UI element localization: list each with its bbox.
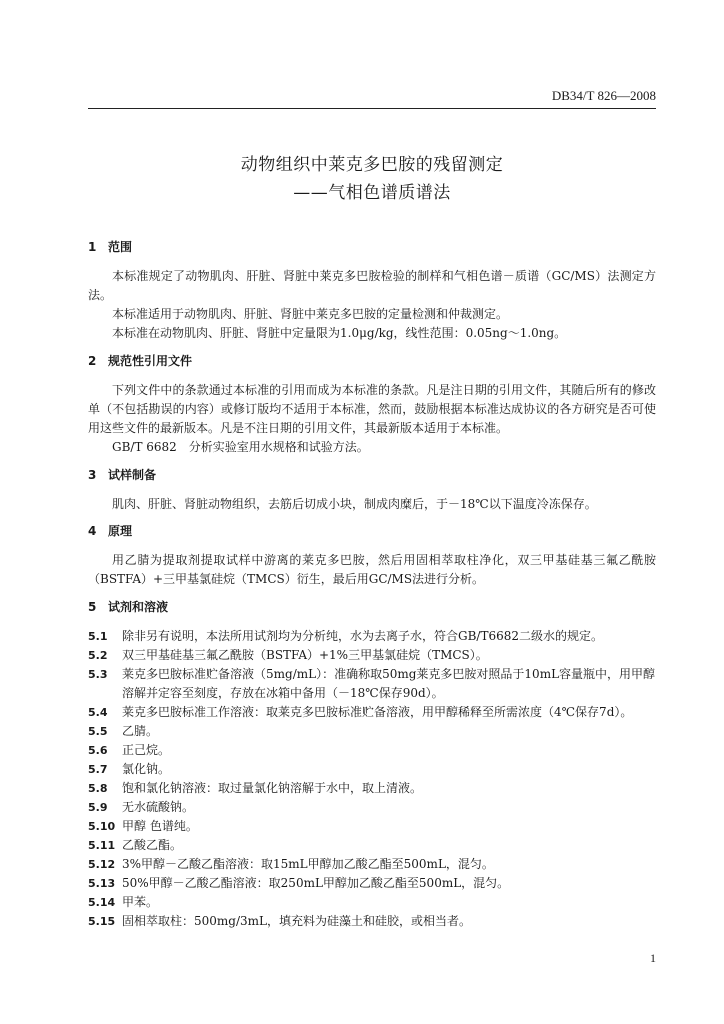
reagent-item: [88, 893, 656, 912]
reagent-item: [88, 817, 656, 836]
reagent-item-number: 5.3: [88, 668, 108, 681]
reagent-item-number: 5.12: [88, 858, 116, 871]
header-rule: [88, 108, 656, 109]
reagent-item: [88, 722, 656, 741]
reagent-item-text: 乙腈。: [122, 724, 159, 738]
paragraph: 本标准在动物肌肉、肝脏、肾脏中定量限为1.0μg/kg，线性范围：0.05ng～1.0ng。: [112, 326, 567, 340]
section-heading: 4 原理: [88, 524, 133, 538]
reagent-item-number: 5.6: [88, 744, 108, 757]
paragraph: 本标准适用于动物肌肉、肝脏、肾脏中莱克多巴胺的定量检测和仲裁测定。: [112, 307, 509, 321]
reagent-item-number: 5.1: [88, 630, 108, 643]
reagent-item-text: 氯化钠。: [122, 762, 171, 776]
reagent-item-number: 5.13: [88, 877, 116, 890]
reagent-item-number: 5.11: [88, 839, 116, 852]
section-heading: 1 范围: [88, 240, 133, 254]
reagent-item: [88, 760, 656, 779]
paragraph: 下列文件中的条款通过本标准的引用而成为本标准的条款。凡是注日期的引用文件，其随后所有的修改单（不包括勘误的内容）或修订版均不适用于本标准，然而，鼓励根据本标准达成协议的各方研究是否可使用这些文件的最新版本。凡是不注日期的引用文件，其最新版本适用于本标准。: [88, 383, 656, 435]
reagent-item-number: 5.4: [88, 706, 108, 719]
reagent-item: [88, 798, 656, 817]
reagent-item: [88, 855, 656, 874]
reagent-item-text: 除非另有说明，本法所用试剂均为分析纯，水为去离子水，符合GB/T6682二级水的规定。: [122, 629, 603, 643]
reagent-item: [88, 627, 656, 646]
reagent-item: [88, 874, 656, 893]
reagent-item: [88, 665, 656, 703]
reagent-item-text: 无水硫酸钠。: [122, 800, 195, 814]
reagent-item-text: 甲苯。: [122, 895, 159, 909]
reagent-item-text: 乙酸乙酯。: [122, 838, 183, 852]
reagent-item-number: 5.10: [88, 820, 116, 833]
section-reagents: [88, 598, 656, 931]
reagent-item: [88, 779, 656, 798]
reagent-item-number: 5.2: [88, 649, 108, 662]
page-number: 1: [650, 951, 656, 965]
paragraph: 用乙腈为提取剂提取试样中游离的莱克多巴胺，然后用固相萃取柱净化，双三甲基硅基三氟乙酰胺（BSTFA）+三甲基氯硅烷（TMCS）衍生，最后用GC/MS法进行分析。: [88, 553, 656, 586]
reagent-item-text: 莱克多巴胺标准贮备溶液（5mg/mL）：准确称取50mg莱克多巴胺对照品于10mL容量瓶中，用甲醇溶解并定容至刻度，存放在冰箱中备用（－18℃保存90d）。: [122, 667, 656, 700]
reagent-item-text: 莱克多巴胺标准工作溶液：取莱克多巴胺标准贮备溶液，用甲醇稀释至所需浓度（4℃保存7d）。: [122, 705, 633, 719]
section-heading: 2 规范性引用文件: [88, 354, 193, 368]
document-subtitle: ——气相色谱质谱法: [293, 183, 451, 203]
section-scope: [88, 238, 656, 343]
reagent-item-number: 5.7: [88, 763, 108, 776]
reagent-item-text: 甲醇 色谱纯。: [122, 819, 198, 833]
document-code: DB34/T 826—2008: [551, 88, 656, 103]
reagent-item-number: 5.15: [88, 915, 116, 928]
section-normative-references: [88, 352, 656, 457]
reagent-item-text: 双三甲基硅基三氟乙酰胺（BSTFA）+1%三甲基氯硅烷（TMCS）。: [122, 648, 488, 662]
reagent-item-text: 3%甲醇－乙酸乙酯溶液：取15mL甲醇加乙酸乙酯至500mL，混匀。: [122, 857, 494, 871]
reagent-item-number: 5.9: [88, 801, 108, 814]
reagent-item-text: 50%甲醇－乙酸乙酯溶液：取250mL甲醇加乙酸乙酯至500mL，混匀。: [122, 876, 510, 890]
reagent-item-number: 5.8: [88, 782, 108, 795]
reagent-item-text: 正己烷。: [122, 743, 171, 757]
reagent-item: [88, 703, 656, 722]
section-principle: [88, 522, 656, 589]
reference-item: GB/T 6682 分析实验室用水规格和试验方法。: [112, 440, 369, 454]
reagent-item-number: 5.5: [88, 725, 108, 738]
section-heading: 5 试剂和溶液: [88, 600, 169, 614]
reagent-item-number: 5.14: [88, 896, 116, 909]
reagent-item-text: 固相萃取柱：500mg/3mL，填充料为硅藻土和硅胶，或相当者。: [122, 914, 471, 928]
reagent-item-text: 饱和氯化钠溶液：取过量氯化钠溶解于水中，取上清液。: [122, 781, 423, 795]
section-heading: 3 试样制备: [88, 468, 157, 482]
reagent-list: [88, 627, 656, 931]
paragraph: 肌肉、肝脏、肾脏动物组织，去筋后切成小块，制成肉糜后，于－18℃以下温度冷冻保存。: [112, 497, 597, 511]
reagent-item: [88, 741, 656, 760]
reagent-item: [88, 836, 656, 855]
reagent-item: [88, 912, 656, 931]
section-sample-preparation: [88, 466, 656, 514]
paragraph: 本标准规定了动物肌肉、肝脏、肾脏中莱克多巴胺检验的制样和气相色谱－质谱（GC/MS）法测定方法。: [88, 269, 656, 302]
document-title: 动物组织中莱克多巴胺的残留测定: [240, 155, 504, 175]
reagent-item: [88, 646, 656, 665]
